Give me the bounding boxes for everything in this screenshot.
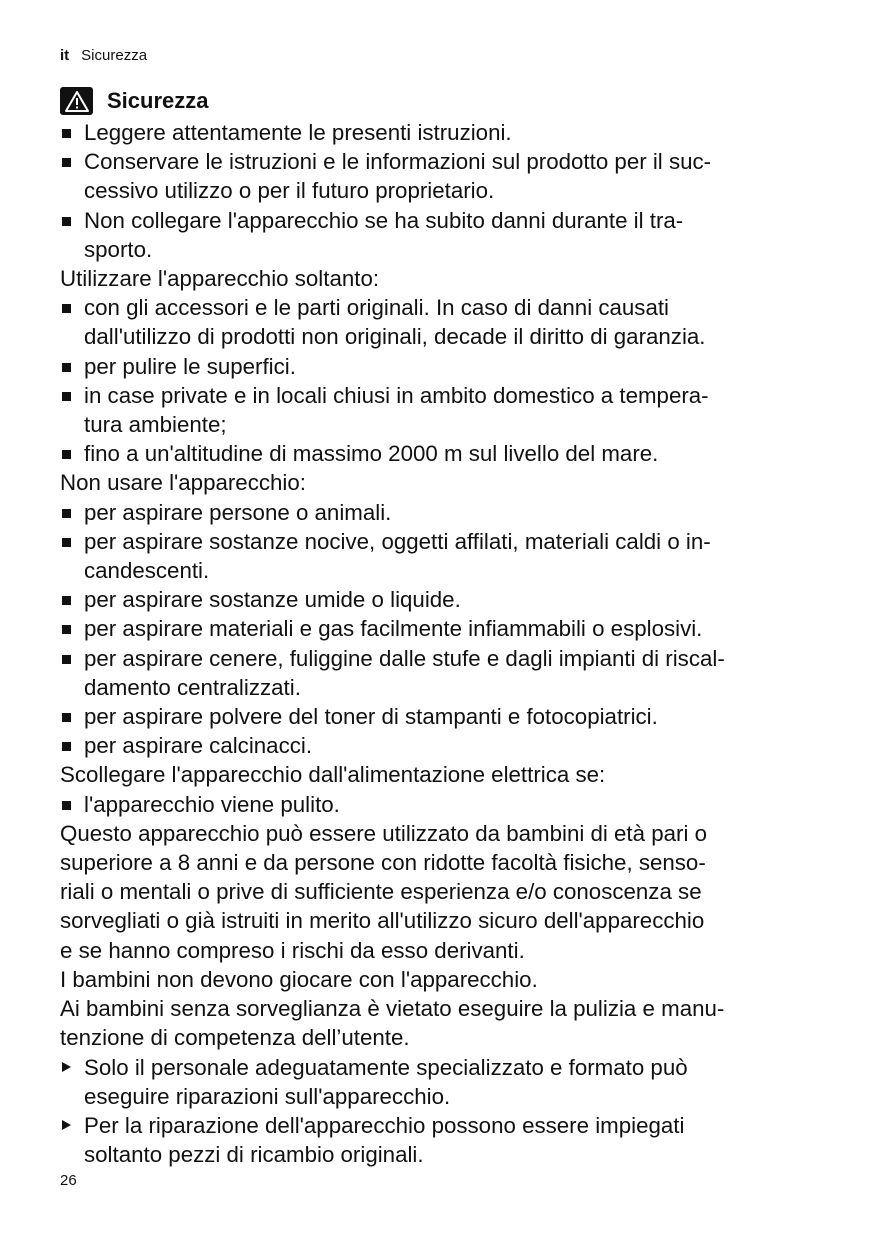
text-line: Questo apparecchio può essere utilizzato da bambini di età pari o	[60, 820, 708, 846]
list-item	[60, 293, 725, 351]
text-line: Non usare l'apparecchio:	[60, 470, 306, 496]
text-line: Ai bambini senza sorveglianza è vietato eseguire la pulizia e manu-	[60, 996, 725, 1022]
text-line: per aspirare materiali e gas facilmente infiammabili o esplosivi.	[84, 616, 703, 642]
list-item	[60, 614, 725, 643]
section-title-text: Sicurezza	[107, 88, 209, 113]
bullet-square-icon	[62, 538, 71, 547]
language-code: it	[60, 47, 70, 64]
text-line: tenzione di competenza dell’utente.	[60, 1025, 410, 1051]
bullet-square-icon	[62, 742, 71, 751]
list-item	[60, 702, 725, 731]
bullet-square-icon	[62, 655, 71, 664]
bullet-square-icon	[62, 392, 71, 401]
text-line: per pulire le superfici.	[84, 353, 296, 379]
text-line: sporto.	[84, 236, 153, 262]
text-line: I bambini non devono giocare con l'apparecchio.	[60, 966, 538, 992]
text-line: riali o mentali o prive di sufficiente esperienza e/o conoscenza se	[60, 879, 702, 905]
text-line: soltanto pezzi di ricambio originali.	[84, 1142, 424, 1168]
paragraph	[60, 965, 725, 994]
text-line: Solo il personale adeguatamente specializzato e formato può	[84, 1054, 688, 1080]
bullet-square-icon	[62, 450, 71, 459]
list-item	[60, 147, 725, 205]
text-line: per aspirare sostanze nocive, oggetti affilati, materiali caldi o in-	[84, 528, 711, 554]
paragraph	[60, 264, 725, 293]
text-line: tura ambiente;	[84, 412, 227, 438]
running-header	[60, 47, 147, 64]
page-number: 26	[60, 1172, 77, 1189]
paragraph	[60, 994, 725, 1052]
text-line: Leggere attentamente le presenti istruzioni.	[84, 120, 512, 145]
list-item	[60, 790, 725, 819]
list-item	[60, 352, 725, 381]
bullet-square-icon	[62, 217, 71, 226]
list-item	[60, 381, 725, 439]
list-item	[60, 439, 725, 468]
arrow-right-icon	[62, 1062, 71, 1072]
section-name: Sicurezza	[81, 47, 148, 64]
text-line: per aspirare sostanze umide o liquide.	[84, 587, 461, 613]
text-line: superiore a 8 anni e da persone con ridotte facoltà fisiche, senso-	[60, 850, 706, 876]
text-line: l'apparecchio viene pulito.	[84, 791, 340, 817]
text-line: Utilizzare l'apparecchio soltanto:	[60, 266, 380, 292]
text-line: per aspirare cenere, fuliggine dalle stufe e dagli impianti di riscal-	[84, 645, 725, 671]
paragraph	[60, 819, 725, 965]
text-line: candescenti.	[84, 558, 210, 584]
bullet-square-icon	[62, 129, 71, 138]
safety-content	[60, 118, 725, 1169]
arrow-right-icon	[62, 1120, 71, 1130]
text-line: e se hanno compreso i rischi da esso derivanti.	[60, 937, 525, 963]
paragraph	[60, 468, 725, 497]
text-line: cessivo utilizzo o per il futuro proprietario.	[84, 178, 495, 204]
text-line: Conservare le istruzioni e le informazioni sul prodotto per il suc-	[84, 149, 712, 175]
bullet-square-icon	[62, 596, 71, 605]
list-item	[60, 644, 725, 702]
paragraph	[60, 760, 725, 789]
text-line: dall'utilizzo di prodotti non originali, decade il diritto di garanzia.	[84, 324, 706, 350]
text-line: eseguire riparazioni sull'apparecchio.	[84, 1083, 451, 1109]
bullet-square-icon	[62, 158, 71, 167]
text-line: damento centralizzati.	[84, 674, 301, 700]
bullet-square-icon	[62, 509, 71, 518]
list-item	[60, 527, 725, 585]
text-line: sorvegliati o già istruiti in merito all'utilizzo sicuro dell'apparecchio	[60, 908, 705, 934]
text-line: per aspirare polvere del toner di stampanti e fotocopiatrici.	[84, 704, 658, 730]
text-line: Non collegare l'apparecchio se ha subito danni durante il tra-	[84, 207, 684, 233]
list-item	[60, 585, 725, 614]
bullet-square-icon	[62, 363, 71, 372]
list-item	[60, 206, 725, 264]
text-line: per aspirare persone o animali.	[84, 499, 392, 525]
text-line: Per la riparazione dell'apparecchio possono essere impiegati	[84, 1112, 685, 1138]
bullet-square-icon	[62, 625, 71, 634]
instruction-step	[60, 1053, 725, 1111]
bullet-square-icon	[62, 713, 71, 722]
list-item	[60, 118, 725, 147]
warning-triangle-icon	[60, 87, 93, 115]
bullet-square-icon	[62, 801, 71, 810]
text-line: per aspirare calcinacci.	[84, 733, 313, 759]
instruction-step	[60, 1111, 725, 1169]
list-item	[60, 498, 725, 527]
list-item	[60, 731, 725, 760]
bullet-square-icon	[62, 304, 71, 313]
text-line: Scollegare l'apparecchio dall'alimentazione elettrica se:	[60, 762, 606, 788]
text-line: in case private e in locali chiusi in ambito domestico a tempera-	[84, 382, 709, 408]
text-line: fino a un'altitudine di massimo 2000 m sul livello del mare.	[84, 441, 659, 467]
section-title	[60, 87, 209, 115]
text-line: con gli accessori e le parti originali. In caso di danni causati	[84, 295, 669, 321]
